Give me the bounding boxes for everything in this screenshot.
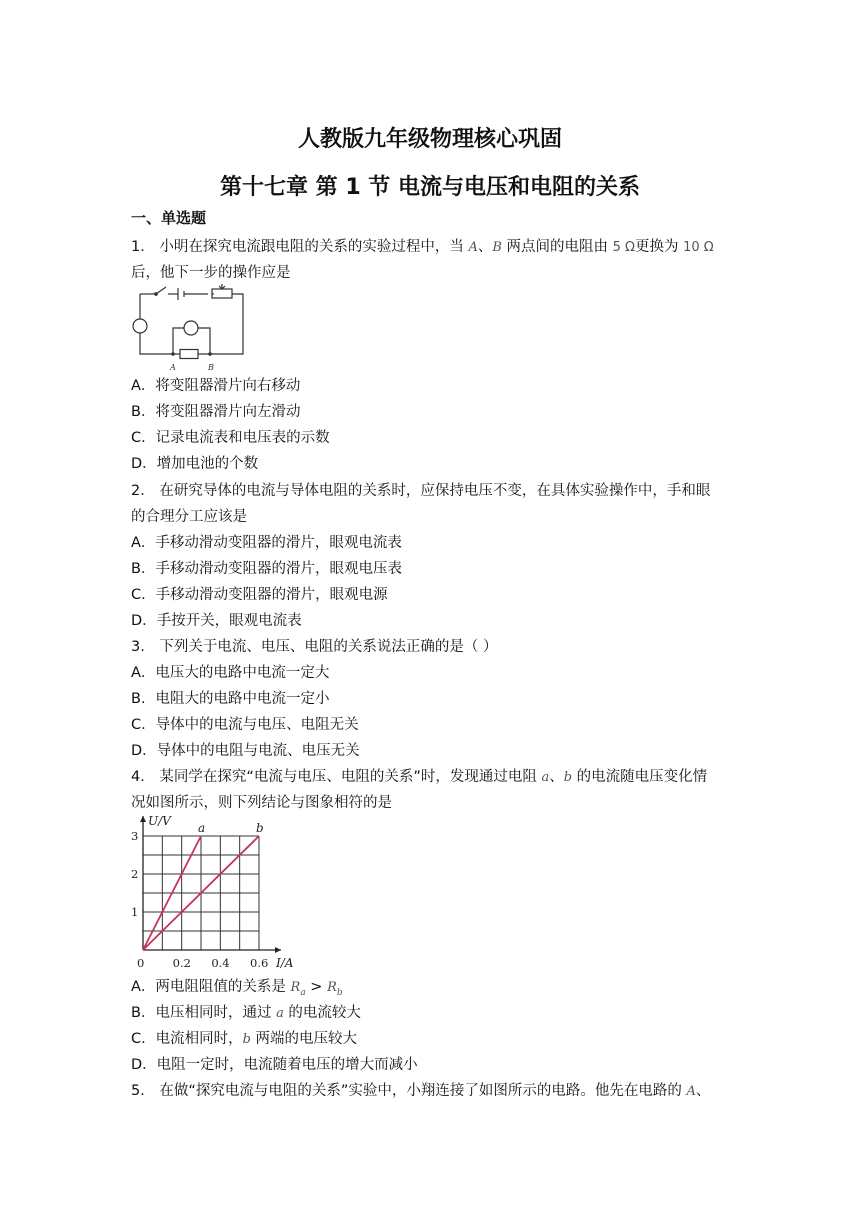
x-tick-label: 0.4 <box>211 956 230 970</box>
section-heading: 一、单选题 <box>131 209 207 227</box>
q2-option-d[interactable]: D．手按开关，眼观电流表 <box>131 613 302 629</box>
series-label-a: a <box>198 821 206 835</box>
q2-option-b[interactable]: B．手移动滑动变阻器的滑片，眼观电压表 <box>131 561 402 577</box>
circuit-label-a: A <box>170 363 176 372</box>
y-tick-label: 3 <box>131 829 139 843</box>
q4-option-b[interactable]: B．电压相同时，通过 a 的电流较大 <box>131 1005 361 1021</box>
q2-stem-line1: 2． 在研究导体的电流与导体电阻的关系时，应保持电压不变，在具体实验操作中，手和眼 <box>131 483 711 499</box>
x-tick-label: 0 <box>137 956 145 970</box>
q4-ui-graph <box>126 812 316 972</box>
q3-option-b[interactable]: B．电阻大的电路中电流一定小 <box>131 691 330 707</box>
q2-stem-line2: 的合理分工应该是 <box>131 509 247 525</box>
q3-stem: 3． 下列关于电流、电压、电阻的关系说法正确的是（ ） <box>131 639 498 655</box>
y-axis-arrow <box>140 816 146 822</box>
y-tick-label: 2 <box>131 867 139 881</box>
x-axis-label: I/A <box>276 956 294 970</box>
q4-stem-line2: 况如图所示，则下列结论与图象相符的是 <box>131 795 392 811</box>
x-axis-arrow <box>275 947 281 953</box>
y-tick-label: 1 <box>131 905 139 919</box>
x-tick-label: 0.6 <box>250 956 269 970</box>
q2-option-a[interactable]: A．手移动滑动变阻器的滑片，眼观电流表 <box>131 535 402 551</box>
circuit-label-b: B <box>208 363 214 372</box>
q4-option-a[interactable]: A．两电阻阻值的关系是 $R_a > R_b$ <box>131 979 343 998</box>
doc-subtitle: 第十七章 第 1 节 电流与电压和电阻的关系 <box>220 175 640 200</box>
q1-stem-line2: 后，他下一步的操作应是 <box>131 265 291 281</box>
q4-stem-line1: 4． 某同学在探究“电流与电压、电阻的关系”时，发现通过电阻 a、b 的电流随电压变化情 <box>131 769 708 785</box>
q1-circuit-diagram <box>128 282 250 372</box>
q1-option-b[interactable]: B．将变阻器滑片向左滑动 <box>131 404 301 420</box>
q4-option-d[interactable]: D．电阻一定时，电流随着电压的增大而减小 <box>131 1057 418 1073</box>
series-label-b: b <box>256 821 264 835</box>
q1-option-d[interactable]: D．增加电池的个数 <box>131 456 259 472</box>
q3-option-d[interactable]: D．导体中的电阻与电流、电压无关 <box>131 743 360 759</box>
q3-option-a[interactable]: A．电压大的电路中电流一定大 <box>131 665 330 681</box>
y-axis-label: U/V <box>148 814 171 828</box>
q1-stem-line1: 1． 小明在探究电流跟电阻的关系的实验过程中，当 A、B 两点间的电阻由 5 Ω更换为 10 Ω <box>131 239 714 255</box>
q5-stem-line1: 5． 在做“探究电流与电阻的关系”实验中，小翔连接了如图所示的电路。他先在电路的 A、 <box>131 1083 711 1099</box>
q1-option-c[interactable]: C．记录电流表和电压表的示数 <box>131 430 330 446</box>
x-tick-label: 0.2 <box>172 956 191 970</box>
doc-title: 人教版九年级物理核心巩固 <box>297 127 562 152</box>
q3-option-c[interactable]: C．导体中的电流与电压、电阻无关 <box>131 717 359 733</box>
q2-option-c[interactable]: C．手移动滑动变阻器的滑片，眼观电源 <box>131 587 388 603</box>
q1-option-a[interactable]: A．将变阻器滑片向右移动 <box>131 378 301 394</box>
q4-option-c[interactable]: C．电流相同时，b 两端的电压较大 <box>131 1031 358 1047</box>
